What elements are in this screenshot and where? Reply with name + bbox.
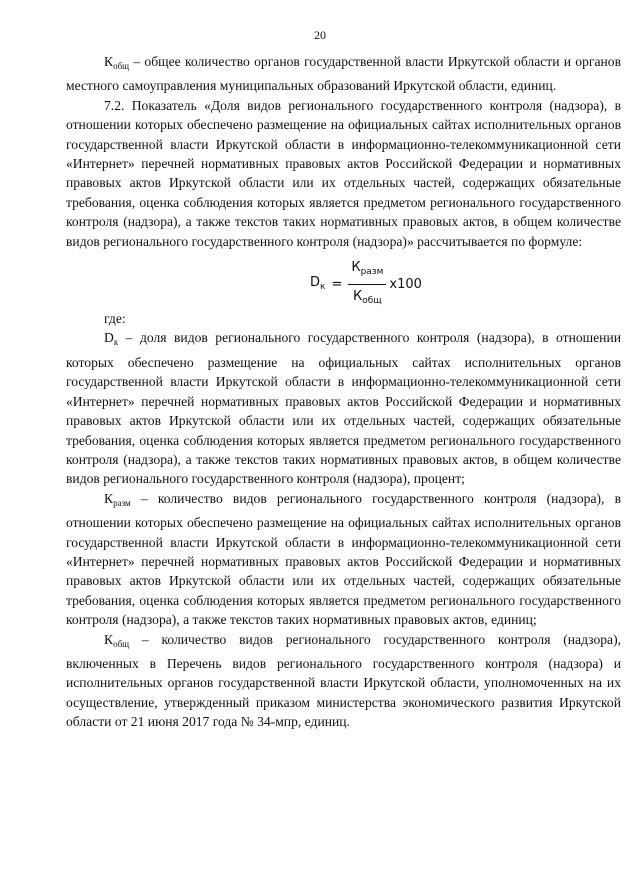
paragraph-k-razm-definition: $К_{разм}$ – количество видов регионального государственного контроля (надзора), в отношении которых обеспечено размещение на официальных сайтах исполнительных органов государственной власти Иркутской области в информационно-телекоммуникационной сети «Интернет» перечней нормативных правовых актов Российской Федерации и нормативных правовых актов Иркутской области или их отдельных частей, содержащих обязательные требования, оценка соблюдения которых является предметом регионального государственного контроля (надзора), а также текстов таких нормативных правовых актов, единиц; <box>66 490 621 628</box>
where-label: где: <box>104 311 126 327</box>
paragraph-dk-definition: $D_к$ – доля видов регионального государственного контроля (надзора), в отношении которых обеспечено размещение на официальных сайтах исполнительных органов государственной власти Иркутской области в информационно-телекоммуникационной сети «Интернет» перечней нормативных правовых актов Российской Федерации и нормативных правовых актов Иркутской области или их отдельных частей, содержащих обязательные требования, оценка соблюдения которых является предметом регионального государственного контроля (надзора), а также текстов таких нормативных правовых актов, в общем количестве видов регионального государственного контроля (надзора), процент; <box>66 330 621 487</box>
formula-lhs: $D_к$ <box>310 274 326 292</box>
formula-equals: = <box>331 277 343 293</box>
symbol-subscript: общ <box>113 61 130 71</box>
formula-multiplier: x100 <box>389 277 422 293</box>
symbol-k: К <box>104 54 114 69</box>
paragraph-text: – общее количество органов государственной власти Иркутской области и органов местного самоуправления муниципальных образований Иркутской области, единиц. <box>66 54 621 94</box>
paragraph-k-total-organs <box>66 52 621 96</box>
paragraph-indicator-7-2: 7.2. Показатель «Доля видов регионального государственного контроля (надзора), в отношении которых обеспечено размещение на официальных сайтах исполнительных органов государственной власти Иркутской области в информационно-телекоммуникационной сети «Интернет» перечней нормативных правовых актов Российской Федерации и нормативных правовых актов Иркутской области или их отдельных частей, содержащих обязательные требования, оценка соблюдения которых является предметом регионального государственного контроля (надзора), а также текстов таких нормативных правовых актов, в общем количестве видов регионального государственного контроля (надзора)» рассчитывается по формуле: <box>66 97 621 249</box>
formula-denominator: $К_{общ}$ <box>352 289 382 307</box>
paragraph-k-obshch-definition: $К_{общ}$ – количество видов регионального государственного контроля (надзора), включенных в Перечень видов регионального государственного контроля (надзора) и исполнительных органов государственной власти Иркутской области, уполномоченных на их осуществление, утвержденный приказом министерства экономического развития Иркутской области от 21 июня 2017 года № 34-мпр, единиц. <box>66 631 621 730</box>
formula-fraction <box>348 258 386 312</box>
document-body <box>66 52 621 732</box>
formula <box>66 251 621 309</box>
formula-numerator: $К_{разм}$ <box>348 258 386 285</box>
page-number: 20 <box>314 28 326 42</box>
